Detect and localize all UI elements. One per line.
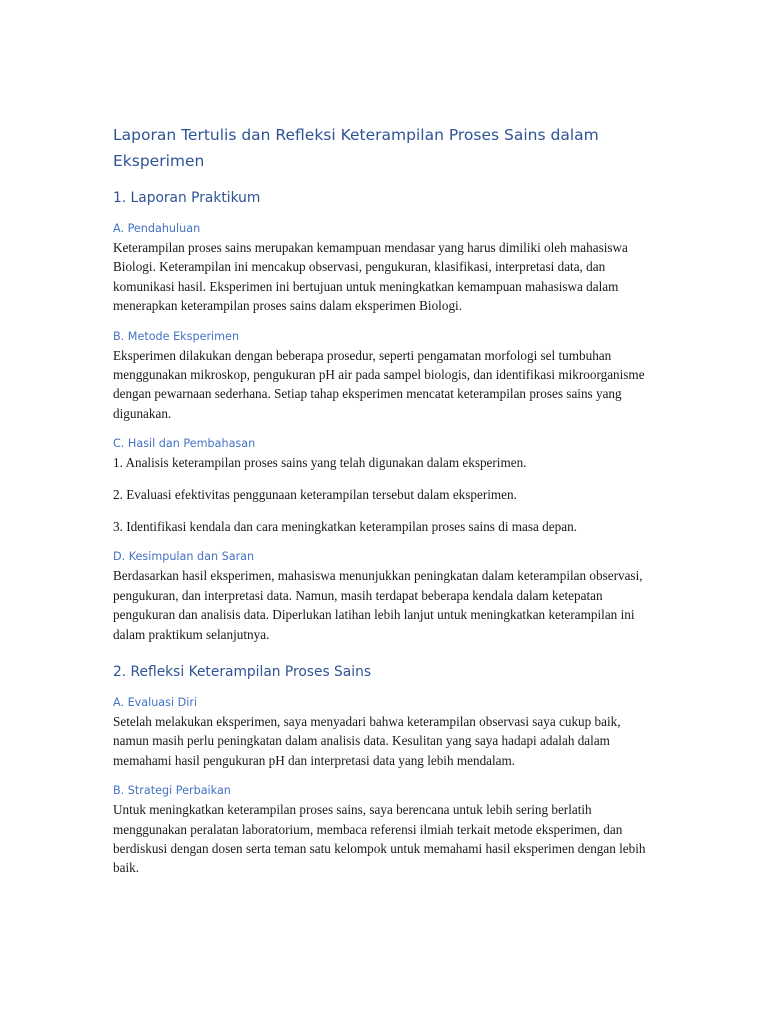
subsection-heading-kesimpulan: D. Kesimpulan dan Saran (113, 550, 255, 564)
paragraph-kesimpulan: Berdasarkan hasil eksperimen, mahasiswa menunjukkan peningkatan dalam keterampilan observasi, pengukuran, dan interpretasi data. Namun, masih terdapat beberapa kendala dalam ketepatan pengukuran dan analisis data. Diperlukan latihan lebih lanjut untuk meningkatkan keterampilan ini dalam praktikum selanjutnya. (113, 568, 643, 642)
list-item: 2. Evaluasi efektivitas penggunaan keterampilan tersebut dalam eksperimen. (113, 486, 517, 502)
paragraph-pendahuluan: Keterampilan proses sains merupakan kemampuan mendasar yang harus dimiliki oleh mahasiswa Biologi. Keterampilan ini mencakup observasi, pengukuran, klasifikasi, interpretasi data, dan komunikasi hasil. Eksperimen ini bertujuan untuk meningkatkan kemampuan mahasiswa dalam menerapkan keterampilan proses sains dalam eksperimen Biologi. (113, 240, 628, 314)
subsection-heading-evaluasi-diri: A. Evaluasi Diri (113, 695, 198, 709)
list-item: 1. Analisis keterampilan proses sains yang telah digunakan dalam eksperimen. (113, 455, 527, 471)
section-heading-laporan-praktikum: 1. Laporan Praktikum (113, 190, 261, 206)
document-title: Laporan Tertulis dan Refleksi Keterampilan Proses Sains dalam Eksperimen (113, 126, 599, 170)
subsection-heading-hasil: C. Hasil dan Pembahasan (113, 437, 256, 451)
section-heading-refleksi: 2. Refleksi Keterampilan Proses Sains (113, 663, 372, 680)
document-page (113, 122, 658, 890)
subsection-heading-strategi: B. Strategi Perbaikan (113, 784, 231, 798)
subsection-heading-pendahuluan: A. Pendahuluan (113, 222, 201, 235)
paragraph-strategi: Untuk meningkatkan keterampilan proses sains, saya berencana untuk lebih sering berlatih menggunakan peralatan laboratorium, membaca referensi ilmiah terkait metode eksperimen, dan berdiskusi dengan dosen serta teman satu kelompok untuk memahami hasil eksperimen dengan lebih baik. (113, 802, 646, 876)
subsection-heading-metode: B. Metode Eksperimen (113, 329, 240, 343)
paragraph-evaluasi-diri: Setelah melakukan eksperimen, saya menyadari bahwa keterampilan observasi saya cukup baik, namun masih perlu peningkatan dalam analisis data. Kesulitan yang saya hadapi adalah dalam memahami hasil pengukuran pH dan interpretasi data yang lebih mendalam. (113, 713, 621, 768)
paragraph-metode: Eksperimen dilakukan dengan beberapa prosedur, seperti pengamatan morfologi sel tumbuhan menggunakan mikroskop, pengukuran pH air pada sampel biologis, dan identifikasi mikroorganisme dengan pewarnaan sederhana. Setiap tahap eksperimen mencatat keterampilan proses sains yang digunakan. (113, 347, 645, 421)
list-item: 3. Identifikasi kendala dan cara meningkatkan keterampilan proses sains di masa depan. (113, 518, 577, 534)
